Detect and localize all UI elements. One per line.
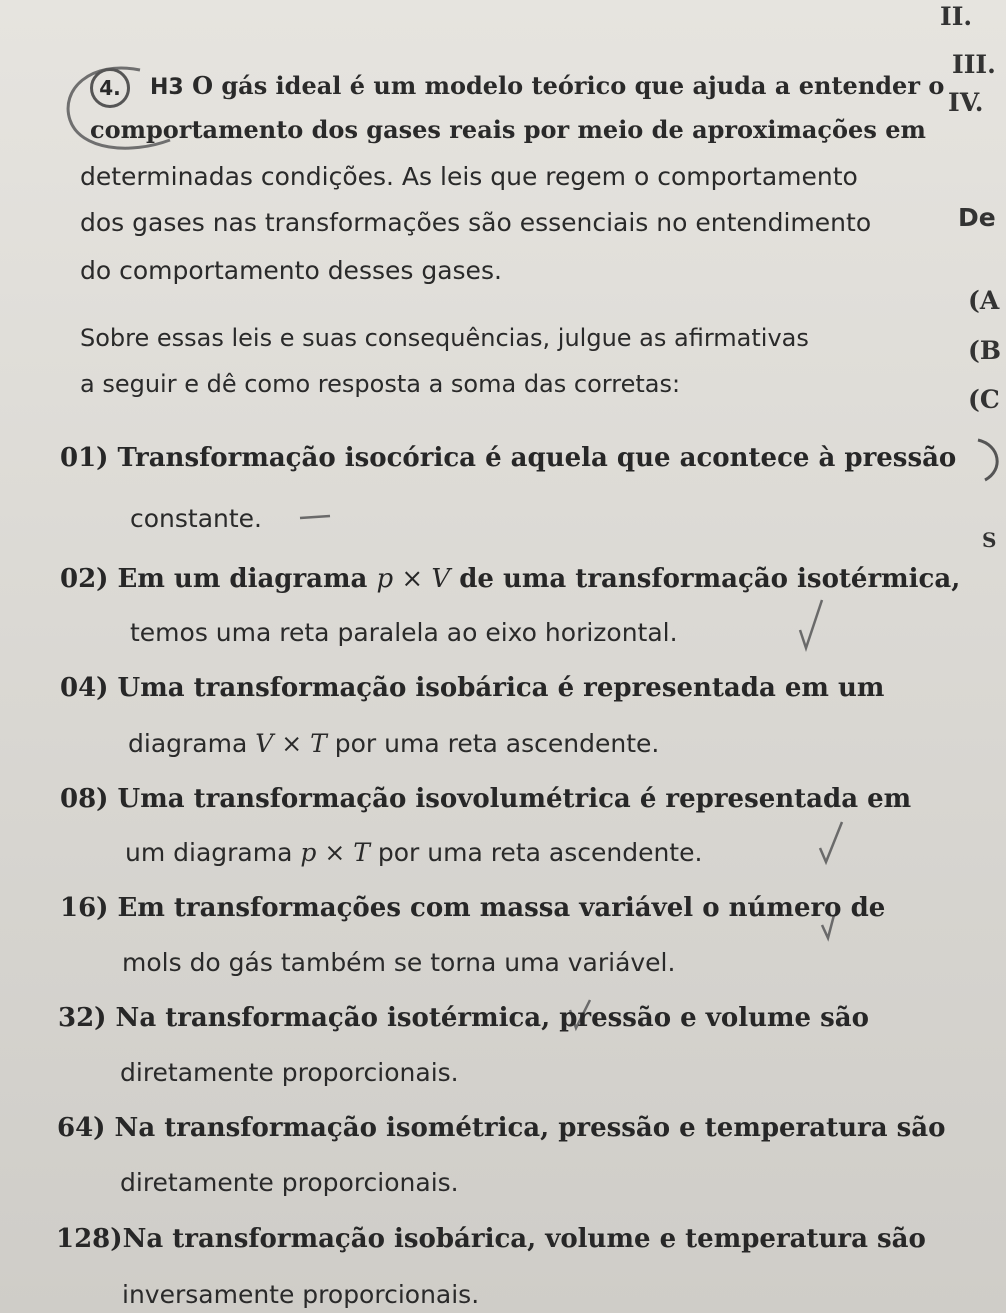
item-01-line-2: constante. (130, 504, 263, 533)
intro-line-4: dos gases nas transformações são essenciais no entendimento (80, 208, 872, 237)
item-128-line-1 (56, 1226, 926, 1252)
prompt-line-2: a seguir e dê como resposta a soma das corretas: (80, 370, 681, 398)
item-04-code: 04) (60, 673, 109, 703)
item-16-text: Em transformações com massa variável o número de (117, 893, 886, 923)
item-02-text-a: Em um diagrama (117, 564, 377, 594)
item-32-line-2: diretamente proporcionais. (120, 1058, 459, 1087)
item-64-code: 64) (57, 1113, 106, 1143)
item-08-text-b: por uma reta ascendente. (369, 838, 703, 867)
intro-line-5: do comportamento desses gases. (80, 256, 502, 285)
intro-line-2: comportamento dos gases reais por meio de aproximações em (90, 115, 926, 144)
item-64-text: Na transformação isométrica, pressão e temperatura são (114, 1113, 946, 1143)
intro-line-3: determinadas condições. As leis que regem o comportamento (80, 162, 858, 191)
margin-fragment-s: S (982, 528, 997, 552)
item-128-line-2: inversamente proporcionais. (122, 1280, 480, 1309)
question-header (150, 71, 945, 100)
roman-numeral-3: III. (952, 50, 996, 79)
check-mark-08 (820, 822, 842, 862)
item-08-math: p × T (300, 838, 370, 867)
check-mark-02 (800, 600, 822, 648)
item-02-line-1 (60, 566, 960, 592)
margin-fragment-c: (C (968, 385, 1000, 414)
edge-curl-mark (978, 440, 997, 480)
roman-numeral-2: II. (940, 2, 973, 31)
item-64-line-1 (57, 1115, 945, 1141)
item-02-code: 02) (60, 564, 109, 594)
item-02-line-2: temos uma reta paralela ao eixo horizontal. (130, 618, 678, 647)
item-64-line-2: diretamente proporcionais. (120, 1168, 459, 1197)
item-08-line-1 (60, 786, 911, 812)
item-01-code: 01) (60, 443, 109, 473)
item-128-code: 128) (56, 1224, 123, 1254)
item-16-line-1 (60, 895, 885, 921)
item-04-line-2 (128, 731, 659, 756)
item-32-line-1 (58, 1005, 869, 1031)
margin-fragment-a: (A (968, 286, 1000, 315)
item-04-line-1 (60, 675, 884, 701)
item-08-code: 08) (60, 784, 109, 814)
item-16-code: 16) (60, 893, 109, 923)
item-08-line-2 (125, 840, 702, 865)
question-number-badge: 4. (90, 68, 130, 108)
pencil-dash-mark (300, 516, 330, 518)
question-code: H3 (150, 75, 184, 100)
item-04-text-b: por uma reta ascendente. (326, 729, 660, 758)
item-04-text: Uma transformação isobárica é representada em um (117, 673, 885, 703)
item-32-code: 32) (58, 1003, 107, 1033)
item-01-text: Transformação isocórica é aquela que acontece à pressão (117, 443, 957, 473)
margin-fragment-de: De (958, 203, 996, 232)
item-16-line-2: mols do gás também se torna uma variável. (122, 948, 676, 977)
item-08-text-a: um diagrama (125, 838, 301, 867)
item-08-text: Uma transformação isovolumétrica é representada em (117, 784, 912, 814)
item-02-math: p × V (376, 564, 451, 594)
margin-fragment-b: (B (968, 336, 1001, 365)
item-32-text: Na transformação isotérmica, pressão e volume são (115, 1003, 869, 1033)
roman-numeral-4: IV. (948, 88, 984, 117)
item-02-text-b: de uma transformação isotérmica, (450, 564, 961, 594)
intro-line-1: O gás ideal é um modelo teórico que ajuda a entender o (192, 71, 945, 100)
item-01-line-1 (60, 445, 956, 471)
item-04-text-a: diagrama (128, 729, 256, 758)
prompt-line-1: Sobre essas leis e suas consequências, julgue as afirmativas (80, 324, 809, 352)
item-128-text: Na transformação isobárica, volume e temperatura são (122, 1224, 926, 1254)
item-04-math: V × T (255, 729, 327, 758)
